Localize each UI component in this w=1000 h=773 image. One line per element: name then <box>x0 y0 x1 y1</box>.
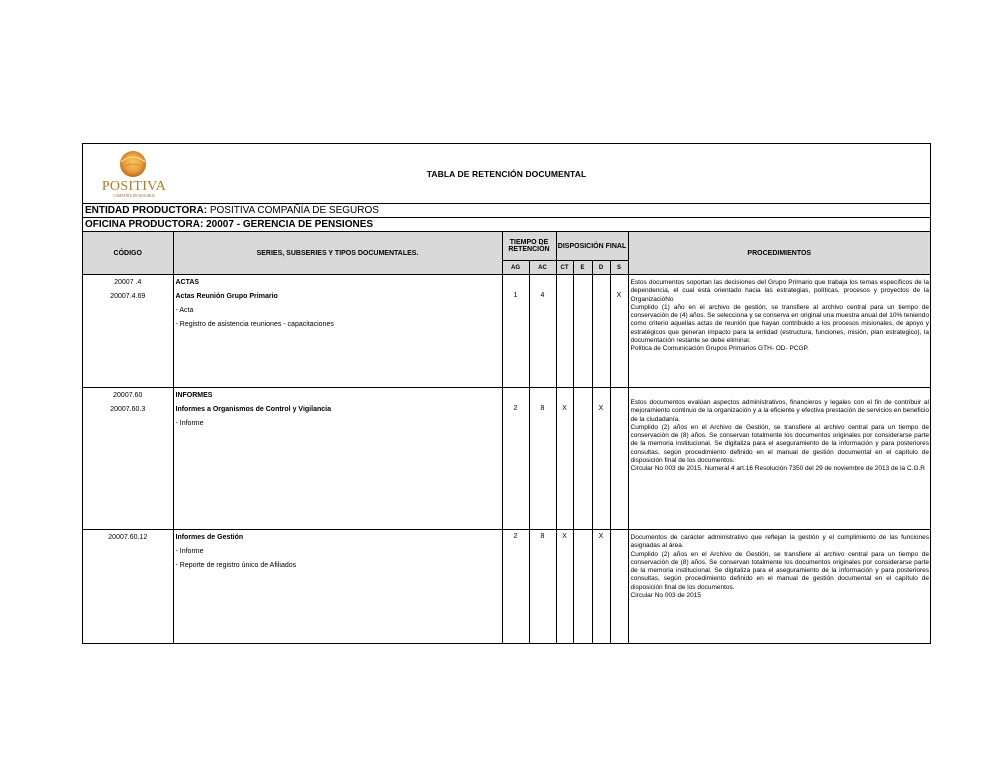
tipo-documental: - Reporte de registro único de Afiliados <box>175 562 297 569</box>
header-d: D <box>592 261 610 275</box>
procedimiento-paragraph: Cumplido (2) años en el Archivo de Gestión, se transfiere al archivo central para un tiempo de conservación de (8) años. Se conservan totalmente los documentos originales por considerarse parte de la memoria institucional. Se digitaliza para el aseguramiento de la información y para posteriores consultas, según procedimiento definido en el manual de gestión documental en el capítulo de disposición final de los documentos. <box>630 423 929 465</box>
subserie-code: 20007.60.3 <box>110 406 146 413</box>
d-cell: X <box>592 388 610 530</box>
subserie-code: 20007.60.12 <box>108 534 148 541</box>
series-cell <box>173 388 502 530</box>
header-e: E <box>573 261 592 275</box>
entidad-productora-row <box>83 204 930 218</box>
procedimiento-paragraph: Cumplido (1) año en el archivo de gestión, se transfiere al archivo central para un tiempo de conservación de (4) años. Se selecciona y se conserva en original una muestra anual del 10% teniendo como criterio aquellas actas de reunión que hayan contribuido a los procesos misionales, de apoyo y estratégicos que generan impacto para la entidad (estructura, funciones, misión, plan estrategico), la documentación restante se debe eliminar. <box>630 303 929 345</box>
serie-name: ACTAS <box>175 279 200 286</box>
serie-code: 20007 .4 <box>114 279 142 286</box>
s-cell <box>610 530 628 643</box>
ag-cell: 1 <box>502 275 529 388</box>
procedimiento-paragraph: Estos documentos evalúan aspectos administrativos, financieros y legales con el fin de contribuir al mejoramiento continuo de la organización y a la eficiente y efectiva prestación de servicios en beneficio de la ciudadanía. <box>630 399 929 423</box>
header-ag: AG <box>502 261 529 275</box>
d-cell: X <box>592 530 610 643</box>
procedimiento-paragraph: Estos documentos soportan las decisiones del Grupo Primario que trabaja los temas específicos de la dependencia, el cual está orientado hacia las estrategias, políticas, procesos y proyectos de la OrganizacióNo <box>630 279 929 303</box>
procedimientos-cell <box>628 275 930 388</box>
series-cell <box>173 275 502 388</box>
procedimiento-paragraph: Política de Comunicación Grupos Primarios GTH- OD- PCGP. <box>630 345 809 353</box>
entidad-label: ENTIDAD PRODUCTORA: <box>85 205 208 216</box>
codigo-cell <box>83 530 173 643</box>
ac-cell: 8 <box>529 388 556 530</box>
procedimiento-paragraph: Circular No 003 de 2015. Numeral 4 art.16 Resolución 7350 del 29 de noviembre de 2013 de la C.G.R <box>630 465 925 473</box>
retention-table <box>83 232 930 643</box>
header-codigo: CÓDIGO <box>83 232 173 275</box>
table-row <box>83 388 930 530</box>
procedimientos-cell <box>628 530 930 643</box>
table-row <box>83 275 930 388</box>
serie-code: 20007.60 <box>113 392 143 399</box>
tipo-documental: - Informe <box>175 548 204 555</box>
ag-cell: 2 <box>502 530 529 643</box>
procedimiento-paragraph: Circular No 003 de 2015 <box>630 592 701 600</box>
e-cell <box>573 530 592 643</box>
s-cell <box>610 388 628 530</box>
svg-text:COMPAÑÍA DE SEGUROS: COMPAÑÍA DE SEGUROS <box>113 194 155 198</box>
ct-cell: X <box>556 388 573 530</box>
ac-cell: 4 <box>529 275 556 388</box>
e-cell <box>573 275 592 388</box>
svg-text:POSITIVA: POSITIVA <box>101 179 167 194</box>
ac-cell: 8 <box>529 530 556 643</box>
subserie-name: Informes de Gestión <box>175 534 244 541</box>
ag-cell: 2 <box>502 388 529 530</box>
header-ct: CT <box>556 261 573 275</box>
header-tiempo-retencion: TIEMPO DE RETENCIÓN <box>502 232 556 261</box>
series-cell <box>173 530 502 643</box>
codigo-cell <box>83 275 173 388</box>
tipo-documental: - Registro de asistencia reuniones - capacitaciones <box>175 321 334 328</box>
header-series: SERIES, SUBSERIES Y TIPOS DOCUMENTALES. <box>173 232 502 275</box>
document-title: TABLA DE RETENCIÓN DOCUMENTAL <box>426 169 587 179</box>
procedimiento-paragraph: Documentos de carácter administrativo que reflejan la gestión y el cumplimiento de las funciones asignadas al área. <box>630 534 929 550</box>
subserie-name: Actas Reunión Grupo Primario <box>175 293 278 300</box>
serie-name: INFORMES <box>175 392 213 399</box>
table-row <box>83 530 930 643</box>
oficina-value: 20007 - GERENCIA DE PENSIONES <box>206 219 374 230</box>
header-procedimientos: PROCEDIMIENTOS <box>628 232 930 275</box>
oficina-productora-row <box>83 218 930 232</box>
ct-cell <box>556 275 573 388</box>
subserie-name: Informes a Organismos de Control y Vigilancia <box>175 406 331 413</box>
document-header <box>83 144 930 204</box>
procedimiento-paragraph: Cumplido (2) años en el Archivo de Gestión, se transfiere al archivo central para un tiempo de conservación de (8) años. Se conservan totalmente los documentos originales por considerarse parte de la memoria institucional. Se digitaliza para el aseguramiento de la información y para posteriores consultas, según procedimiento definido en el manual de gestión documental en el capítulo de disposición final de los documentos. <box>630 550 929 591</box>
ct-cell: X <box>556 530 573 643</box>
subserie-code: 20007.4.69 <box>110 293 146 300</box>
d-cell <box>592 275 610 388</box>
oficina-label: OFICINA PRODUCTORA: <box>85 219 204 230</box>
tipo-documental: - Informe <box>175 420 204 427</box>
tipo-documental: - Acta <box>175 307 194 314</box>
retention-table-sheet <box>82 143 931 644</box>
s-cell: X <box>610 275 628 388</box>
header-s: S <box>610 261 628 275</box>
entidad-value: POSITIVA COMPAÑÍA DE SEGUROS <box>209 205 379 216</box>
e-cell <box>573 388 592 530</box>
header-disposicion-final: DISPOSICIÓN FINAL <box>556 232 628 261</box>
codigo-cell <box>83 388 173 530</box>
header-ac: AC <box>529 261 556 275</box>
procedimientos-cell <box>628 388 930 530</box>
